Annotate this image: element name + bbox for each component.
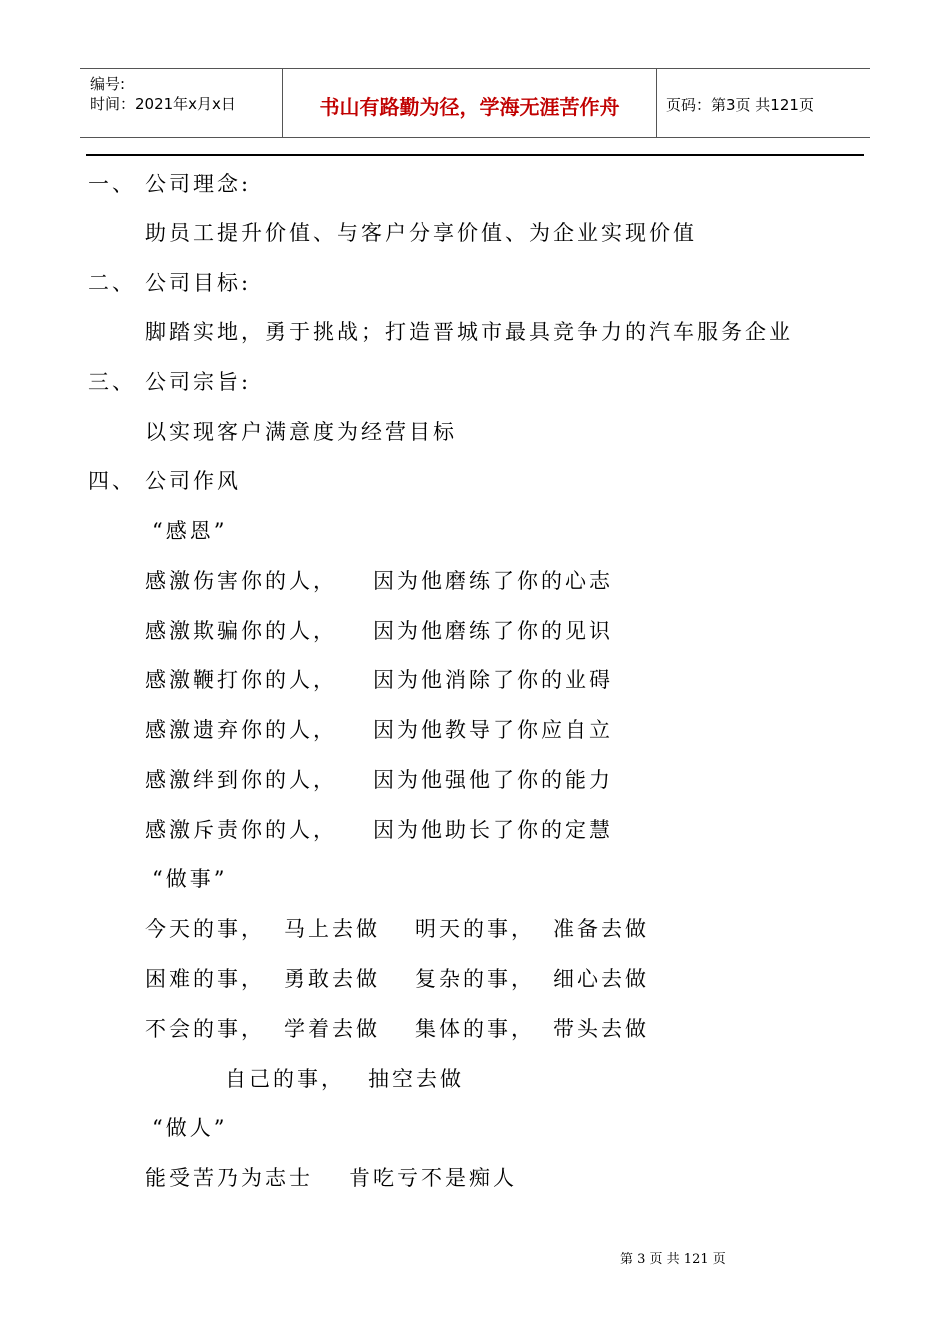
gratitude-line-4-a: 感激遗弃你的人， — [145, 718, 337, 742]
doing-last-a: 自己的事， — [225, 1067, 345, 1091]
section-1-title: 公司理念: — [145, 172, 252, 196]
gratitude-line-3-a: 感激鞭打你的人， — [145, 668, 337, 692]
doing-row-1-d: 准备去做 — [553, 917, 649, 941]
section-3-title: 公司宗旨: — [145, 370, 252, 394]
doing-row-3-b: 学着去做 — [284, 1017, 380, 1041]
section-4-number: 四、 — [88, 469, 136, 493]
doing-row-3-d: 带头去做 — [553, 1017, 649, 1041]
gratitude-line-5-a: 感激绊到你的人， — [145, 768, 337, 792]
header-table — [80, 68, 870, 138]
gratitude-line-2-b: 因为他磨练了你的见识 — [373, 619, 613, 643]
doing-row-1-c: 明天的事， — [415, 917, 535, 941]
being-line-a: 能受苦乃为志士 — [145, 1166, 313, 1190]
doing-row-1-b: 马上去做 — [284, 917, 380, 941]
doing-row-3-c: 集体的事， — [415, 1017, 535, 1041]
section-2-body: 脚踏实地，勇于挑战；打造晋城市最具竞争力的汽车服务企业 — [145, 320, 793, 344]
section-2-number: 二、 — [88, 271, 136, 295]
being-line-b: 肯吃亏不是痴人 — [349, 1166, 517, 1190]
doing-row-2-b: 勇敢去做 — [284, 967, 380, 991]
gratitude-line-2-a: 感激欺骗你的人， — [145, 619, 337, 643]
gratitude-line-3-b: 因为他消除了你的业碍 — [373, 668, 613, 692]
time-label: 时间：2021年x月x日 — [90, 95, 236, 113]
doing-heading: “做事” — [152, 867, 228, 891]
gratitude-line-4-b: 因为他教导了你应自立 — [373, 718, 613, 742]
section-3-body: 以实现客户满意度为经营目标 — [145, 420, 457, 444]
page-footer: 第 3 页 共 121 页 — [620, 1252, 726, 1267]
doing-row-2-c: 复杂的事， — [415, 967, 535, 991]
header-left-cell — [80, 69, 282, 137]
header-right-cell — [656, 69, 870, 137]
gratitude-heading: “感恩” — [152, 519, 228, 543]
gratitude-line-5-b: 因为他强他了你的能力 — [373, 768, 613, 792]
doing-row-2-a: 困难的事， — [145, 967, 265, 991]
page-code: 页码：第3页 共121页 — [666, 96, 814, 114]
code-label: 编号: — [90, 75, 126, 93]
header-rule — [86, 154, 864, 156]
section-1-number: 一、 — [88, 172, 136, 196]
section-3-number: 三、 — [88, 370, 136, 394]
doing-row-2-d: 细心去做 — [553, 967, 649, 991]
gratitude-line-1-a: 感激伤害你的人， — [145, 569, 337, 593]
doing-row-1-a: 今天的事， — [145, 917, 265, 941]
section-4-title: 公司作风 — [145, 469, 241, 493]
gratitude-line-6-a: 感激斥责你的人， — [145, 818, 337, 842]
header-middle-cell — [282, 69, 657, 137]
gratitude-line-1-b: 因为他磨练了你的心志 — [373, 569, 613, 593]
being-heading: “做人” — [152, 1116, 228, 1140]
section-1-body: 助员工提升价值、与客户分享价值、为企业实现价值 — [145, 221, 697, 245]
doing-row-3-a: 不会的事， — [145, 1017, 265, 1041]
motto: 书山有路勤为径，学海无涯苦作舟 — [319, 95, 620, 119]
doing-last-b: 抽空去做 — [368, 1067, 464, 1091]
gratitude-line-6-b: 因为他助长了你的定慧 — [373, 818, 613, 842]
section-2-title: 公司目标: — [145, 271, 252, 295]
